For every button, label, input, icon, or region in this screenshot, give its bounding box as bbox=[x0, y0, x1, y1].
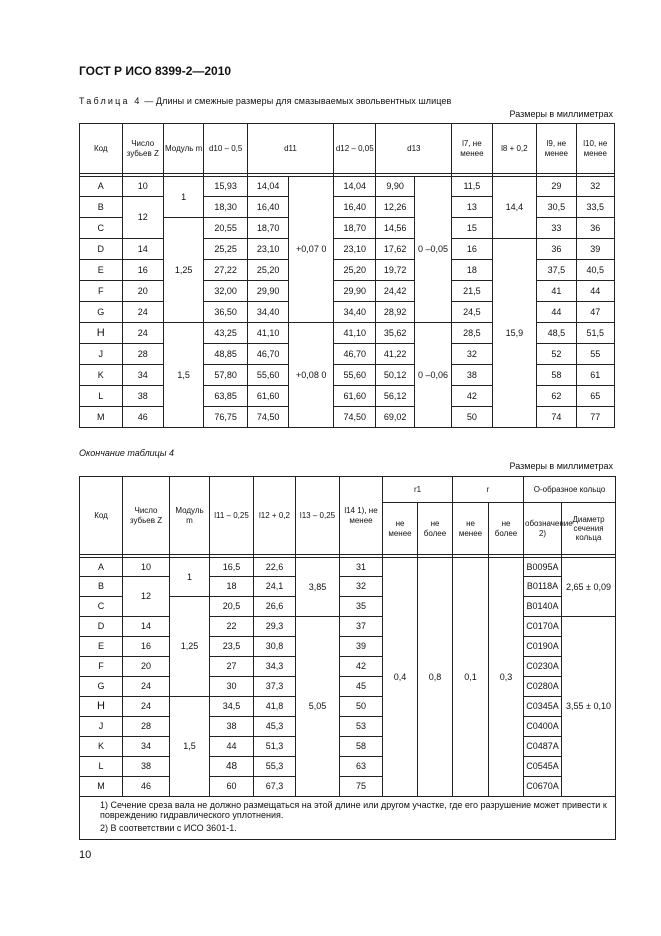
table2-header-row bbox=[80, 477, 616, 503]
t2-code: H bbox=[80, 697, 123, 717]
t1-code: L bbox=[80, 386, 123, 407]
t1-code: E bbox=[80, 260, 123, 281]
t1-d11: 25,20 bbox=[247, 260, 288, 281]
t1-d11: 61,60 bbox=[247, 386, 288, 407]
t1-z: 16 bbox=[122, 260, 163, 281]
t1-l7: 42 bbox=[452, 386, 492, 407]
t1-h-d11: d11 bbox=[247, 124, 333, 174]
table2-notes bbox=[80, 797, 616, 840]
t2-h-l13: l13 – 0,25 bbox=[296, 477, 340, 555]
t2-designation: C0487A bbox=[524, 737, 562, 757]
t2-designation: B0095A bbox=[524, 558, 562, 577]
t1-d13: 35,62 bbox=[376, 323, 414, 344]
t1-l9: 33 bbox=[537, 218, 576, 239]
t1-d11: 34,40 bbox=[247, 302, 288, 323]
t2-l14: 45 bbox=[340, 677, 383, 697]
t2-module-3: 1,5 bbox=[170, 697, 210, 797]
t2-h-l12: l12 + 0,2 bbox=[254, 477, 296, 555]
t2-l11: 22 bbox=[210, 617, 254, 637]
t2-h-oring: О-образное кольцо bbox=[524, 477, 616, 503]
table-row bbox=[80, 657, 616, 677]
table-row bbox=[80, 737, 616, 757]
t2-l11: 16,5 bbox=[210, 558, 254, 577]
t1-d10: 36,50 bbox=[204, 302, 248, 323]
t1-d12: 14,04 bbox=[333, 177, 376, 197]
t1-d12: 23,10 bbox=[333, 239, 376, 260]
table1-units: Размеры в миллиметрах bbox=[509, 109, 613, 119]
t2-h-r-min: не менее bbox=[453, 503, 489, 555]
t1-l7: 28,5 bbox=[452, 323, 492, 344]
t1-z: 34 bbox=[122, 365, 163, 386]
t2-designation: C0280A bbox=[524, 677, 562, 697]
t1-d11: 55,60 bbox=[247, 365, 288, 386]
t1-l9: 37,5 bbox=[537, 260, 576, 281]
t2-l14: 37 bbox=[340, 617, 383, 637]
t1-d10: 57,80 bbox=[204, 365, 248, 386]
t1-code: B bbox=[80, 197, 123, 218]
t1-l9: 62 bbox=[537, 386, 576, 407]
t2-designation: C0400A bbox=[524, 717, 562, 737]
table2-units: Размеры в миллиметрах bbox=[509, 461, 613, 471]
t1-code: F bbox=[80, 281, 123, 302]
t1-d11: 74,50 bbox=[247, 407, 288, 428]
table2 bbox=[79, 476, 616, 840]
footnote-2: 2) В соответствии с ИСО 3601-1. bbox=[100, 822, 237, 833]
t2-designation: B0118A bbox=[524, 577, 562, 597]
t2-code: B bbox=[80, 577, 123, 597]
t2-l14: 53 bbox=[340, 717, 383, 737]
table-row bbox=[80, 697, 616, 717]
t1-l9: 41 bbox=[537, 281, 576, 302]
t1-h-module: Модуль m bbox=[163, 124, 203, 174]
t1-d12: 46,70 bbox=[333, 344, 376, 365]
t2-l11: 34,5 bbox=[210, 697, 254, 717]
t1-l9: 52 bbox=[537, 344, 576, 365]
t1-l10: 39 bbox=[576, 239, 614, 260]
t2-designation: B0140A bbox=[524, 597, 562, 617]
t1-h-d13: d13 bbox=[376, 124, 452, 174]
t1-d10: 32,00 bbox=[204, 281, 248, 302]
t2-designation: C0345A bbox=[524, 697, 562, 717]
t1-l10: 32 bbox=[576, 177, 614, 197]
t1-l10: 51,5 bbox=[576, 323, 614, 344]
t2-l12: 67,3 bbox=[254, 777, 296, 797]
t1-d10: 27,22 bbox=[204, 260, 248, 281]
t2-z: 10 bbox=[123, 558, 170, 577]
t1-l8-1: 14,4 bbox=[492, 177, 537, 239]
t2-code: C bbox=[80, 597, 123, 617]
t2-l12: 24,1 bbox=[254, 577, 296, 597]
table-row bbox=[80, 177, 615, 197]
t1-d12: 25,20 bbox=[333, 260, 376, 281]
t1-l9: 30,5 bbox=[537, 197, 576, 218]
t1-d12: 55,60 bbox=[333, 365, 376, 386]
t2-z: 14 bbox=[123, 617, 170, 637]
t1-d12: 74,50 bbox=[333, 407, 376, 428]
t1-d11: 46,70 bbox=[247, 344, 288, 365]
t1-d13: 14,56 bbox=[376, 218, 414, 239]
t2-code: L bbox=[80, 757, 123, 777]
t1-l10: 44 bbox=[576, 281, 614, 302]
table-row bbox=[80, 637, 616, 657]
t1-d13: 9,90 bbox=[376, 177, 414, 197]
t2-l14: 50 bbox=[340, 697, 383, 717]
t2-section-2: 3,55 ± 0,10 bbox=[562, 617, 616, 797]
t1-z-merged: 12 bbox=[122, 197, 163, 239]
t1-l8-2: 15,9 bbox=[492, 239, 537, 428]
t1-l7: 50 bbox=[452, 407, 492, 428]
t2-code: F bbox=[80, 657, 123, 677]
footnote-1: 1) Сечение среза вала не должно размещаться на этой длине или другом участке, где его разрушение может привести к повреждению гидравлического уплотнения. bbox=[100, 800, 607, 821]
t1-l10: 55 bbox=[576, 344, 614, 365]
t1-l9: 58 bbox=[537, 365, 576, 386]
t2-code: K bbox=[80, 737, 123, 757]
t1-code: M bbox=[80, 407, 123, 428]
t1-l7: 11,5 bbox=[452, 177, 492, 197]
t1-module-2: 1,25 bbox=[163, 218, 203, 323]
t2-z: 24 bbox=[123, 697, 170, 717]
table1-title-text: — Длины и смежные размеры для смазываемых эвольвентных шлицев bbox=[141, 96, 452, 106]
t2-r1-min: 0,4 bbox=[383, 558, 418, 797]
t1-l9: 44 bbox=[537, 302, 576, 323]
t1-d13: 41,22 bbox=[376, 344, 414, 365]
t2-r-max: 0,3 bbox=[489, 558, 524, 797]
t1-l10: 61 bbox=[576, 365, 614, 386]
t2-code: D bbox=[80, 617, 123, 637]
table-row bbox=[80, 677, 616, 697]
t1-z: 38 bbox=[122, 386, 163, 407]
t1-h-d10: d10 – 0,5 bbox=[204, 124, 248, 174]
t2-h-r: r bbox=[453, 477, 524, 503]
t1-d11: 14,04 bbox=[247, 177, 288, 197]
t2-l14: 58 bbox=[340, 737, 383, 757]
t2-h-teeth: Число зубьев Z bbox=[123, 477, 170, 555]
t1-l7: 38 bbox=[452, 365, 492, 386]
t2-module-2: 1,25 bbox=[170, 597, 210, 697]
t2-code: J bbox=[80, 717, 123, 737]
t1-l10: 33,5 bbox=[576, 197, 614, 218]
table-row bbox=[80, 617, 616, 637]
t1-l7: 18 bbox=[452, 260, 492, 281]
t1-z: 10 bbox=[122, 177, 163, 197]
t1-d10: 18,30 bbox=[204, 197, 248, 218]
t2-z: 20 bbox=[123, 657, 170, 677]
t1-l7: 16 bbox=[452, 239, 492, 260]
t2-h-r1-max: не более bbox=[418, 503, 453, 555]
t2-l13-1: 3,85 bbox=[296, 558, 340, 617]
table-row bbox=[80, 757, 616, 777]
table1-title-prefix: Таблица 4 bbox=[79, 96, 142, 106]
t2-z: 46 bbox=[123, 777, 170, 797]
t2-l11: 44 bbox=[210, 737, 254, 757]
t1-d13: 19,72 bbox=[376, 260, 414, 281]
t1-h-teeth: Число зубьев Z bbox=[122, 124, 163, 174]
t2-module-1: 1 bbox=[170, 558, 210, 597]
t1-d12: 29,90 bbox=[333, 281, 376, 302]
t1-l10: 65 bbox=[576, 386, 614, 407]
t1-d12: 34,40 bbox=[333, 302, 376, 323]
t2-l14: 32 bbox=[340, 577, 383, 597]
t1-l9: 36 bbox=[537, 239, 576, 260]
t1-code: D bbox=[80, 239, 123, 260]
t1-l9: 29 bbox=[537, 177, 576, 197]
t2-l14: 63 bbox=[340, 757, 383, 777]
t1-d11-tol-2: +0,08 0 bbox=[289, 323, 334, 428]
t2-l12: 26,6 bbox=[254, 597, 296, 617]
table-row bbox=[80, 717, 616, 737]
t2-z: 38 bbox=[123, 757, 170, 777]
table1-header-row bbox=[80, 124, 615, 174]
t2-l12: 45,3 bbox=[254, 717, 296, 737]
t1-d11: 16,40 bbox=[247, 197, 288, 218]
t2-l12: 51,3 bbox=[254, 737, 296, 757]
t2-l14: 39 bbox=[340, 637, 383, 657]
t1-z: 24 bbox=[122, 323, 163, 344]
t2-l11: 48 bbox=[210, 757, 254, 777]
t2-z-merged: 12 bbox=[123, 577, 170, 617]
t1-d10: 76,75 bbox=[204, 407, 248, 428]
t1-l9: 48,5 bbox=[537, 323, 576, 344]
t2-l11: 23,5 bbox=[210, 637, 254, 657]
t2-z: 28 bbox=[123, 717, 170, 737]
t1-module-3: 1,5 bbox=[163, 323, 203, 428]
t2-designation: C0545A bbox=[524, 757, 562, 777]
t2-l14: 31 bbox=[340, 558, 383, 577]
t1-code: K bbox=[80, 365, 123, 386]
t1-l10: 47 bbox=[576, 302, 614, 323]
t1-d12: 18,70 bbox=[333, 218, 376, 239]
t1-code: G bbox=[80, 302, 123, 323]
table2-notes-row bbox=[80, 797, 616, 840]
t2-designation: C0170A bbox=[524, 617, 562, 637]
table1 bbox=[79, 123, 615, 428]
table1-title bbox=[79, 96, 451, 106]
t2-l11: 20,5 bbox=[210, 597, 254, 617]
t1-d13: 50,12 bbox=[376, 365, 414, 386]
t2-h-designation: обозначение 2) bbox=[524, 503, 562, 555]
t1-d13: 28,92 bbox=[376, 302, 414, 323]
t1-h-l9: l9, не менее bbox=[537, 124, 576, 174]
t1-l9: 74 bbox=[537, 407, 576, 428]
t1-h-l7: l7, не менее bbox=[452, 124, 492, 174]
t2-z: 24 bbox=[123, 677, 170, 697]
t2-designation: C0190A bbox=[524, 637, 562, 657]
table-row bbox=[80, 558, 616, 577]
t1-d13: 56,12 bbox=[376, 386, 414, 407]
t1-z: 14 bbox=[122, 239, 163, 260]
t2-l11: 60 bbox=[210, 777, 254, 797]
t2-l14: 35 bbox=[340, 597, 383, 617]
t1-d11: 23,10 bbox=[247, 239, 288, 260]
t1-d10: 25,25 bbox=[204, 239, 248, 260]
t2-l11: 27 bbox=[210, 657, 254, 677]
t2-h-r1: r1 bbox=[383, 477, 453, 503]
t2-h-r-max: не более bbox=[489, 503, 524, 555]
t2-code: G bbox=[80, 677, 123, 697]
t1-d13: 24,42 bbox=[376, 281, 414, 302]
t2-h-section: Диаметр сечения кольца bbox=[562, 503, 616, 555]
t1-l7: 24,5 bbox=[452, 302, 492, 323]
t2-l12: 37,3 bbox=[254, 677, 296, 697]
t1-code: H bbox=[80, 323, 123, 344]
document-header: ГОСТ Р ИСО 8399-2—2010 bbox=[79, 64, 232, 78]
t2-code: M bbox=[80, 777, 123, 797]
t1-h-d12: d12 – 0,05 bbox=[333, 124, 376, 174]
t2-h-r1-min: не менее bbox=[383, 503, 418, 555]
t1-d13-tol-2: 0 –0,06 bbox=[414, 323, 451, 428]
t1-l7: 21,5 bbox=[452, 281, 492, 302]
t2-l14: 42 bbox=[340, 657, 383, 677]
t2-l12: 34,3 bbox=[254, 657, 296, 677]
t1-h-l8: l8 + 0,2 bbox=[492, 124, 537, 174]
t1-code: J bbox=[80, 344, 123, 365]
t1-l10: 36 bbox=[576, 218, 614, 239]
t2-z: 34 bbox=[123, 737, 170, 757]
t2-section-1: 2,65 ± 0,09 bbox=[562, 558, 616, 617]
t2-l12: 30,8 bbox=[254, 637, 296, 657]
t1-code: C bbox=[80, 218, 123, 239]
t2-designation: C0670A bbox=[524, 777, 562, 797]
t1-d10: 20,55 bbox=[204, 218, 248, 239]
table-row bbox=[80, 777, 616, 797]
t2-designation: C0230A bbox=[524, 657, 562, 677]
t1-d11: 29,90 bbox=[247, 281, 288, 302]
t2-l14: 75 bbox=[340, 777, 383, 797]
t1-d12: 61,60 bbox=[333, 386, 376, 407]
t2-l11: 18 bbox=[210, 577, 254, 597]
table-row bbox=[80, 577, 616, 597]
t1-d13: 69,02 bbox=[376, 407, 414, 428]
t2-l11: 38 bbox=[210, 717, 254, 737]
t1-d10: 43,25 bbox=[204, 323, 248, 344]
t1-d10: 15,93 bbox=[204, 177, 248, 197]
page-number: 10 bbox=[79, 849, 92, 861]
t2-r1-max: 0,8 bbox=[418, 558, 453, 797]
t1-z: 46 bbox=[122, 407, 163, 428]
t1-d13-tol-1: 0 –0,05 bbox=[414, 177, 451, 323]
t2-h-l14: l14 1), не менее bbox=[340, 477, 383, 555]
t1-d13: 17,62 bbox=[376, 239, 414, 260]
t1-code: A bbox=[80, 177, 123, 197]
t2-l11: 30 bbox=[210, 677, 254, 697]
t1-h-code: Код bbox=[80, 124, 123, 174]
t1-d12: 16,40 bbox=[333, 197, 376, 218]
t2-l12: 29,3 bbox=[254, 617, 296, 637]
t2-z: 16 bbox=[123, 637, 170, 657]
t2-code: E bbox=[80, 637, 123, 657]
t2-code: A bbox=[80, 558, 123, 577]
t1-d12: 41,10 bbox=[333, 323, 376, 344]
t1-d10: 63,85 bbox=[204, 386, 248, 407]
t1-d10: 48,85 bbox=[204, 344, 248, 365]
table2-continuation-title: Окончание таблицы 4 bbox=[79, 448, 174, 458]
t1-l10: 40,5 bbox=[576, 260, 614, 281]
t2-r-min: 0,1 bbox=[453, 558, 489, 797]
t1-l7: 13 bbox=[452, 197, 492, 218]
t2-l12: 22,6 bbox=[254, 558, 296, 577]
t1-d13: 12,26 bbox=[376, 197, 414, 218]
t2-h-module: Модуль m bbox=[170, 477, 210, 555]
t1-d11: 41,10 bbox=[247, 323, 288, 344]
t1-h-l10: l10, не менее bbox=[576, 124, 614, 174]
t1-z: 20 bbox=[122, 281, 163, 302]
t2-h-l11: l11 – 0,25 bbox=[210, 477, 254, 555]
t1-l7: 15 bbox=[452, 218, 492, 239]
table-row bbox=[80, 239, 615, 260]
t2-l13-2: 5,05 bbox=[296, 617, 340, 797]
t1-d11-tol-1: +0,07 0 bbox=[289, 177, 334, 323]
t1-d11: 18,70 bbox=[247, 218, 288, 239]
t1-l10: 77 bbox=[576, 407, 614, 428]
t1-z: 24 bbox=[122, 302, 163, 323]
t2-l12: 41,8 bbox=[254, 697, 296, 717]
t1-l7: 32 bbox=[452, 344, 492, 365]
t2-h-code: Код bbox=[80, 477, 123, 555]
t1-z: 28 bbox=[122, 344, 163, 365]
t2-l12: 55,3 bbox=[254, 757, 296, 777]
t1-module-1: 1 bbox=[163, 177, 203, 218]
